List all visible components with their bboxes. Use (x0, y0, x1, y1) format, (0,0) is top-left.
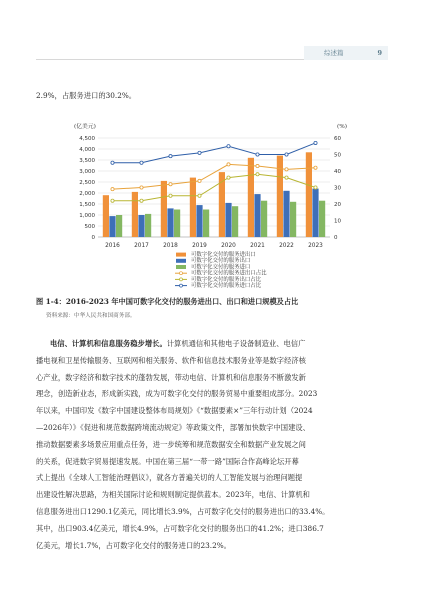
bar (138, 215, 144, 237)
line-point (314, 166, 317, 169)
line-point (198, 194, 201, 197)
left-tick-label: 0 (91, 235, 95, 241)
line-point (256, 173, 259, 176)
bar (103, 195, 109, 237)
left-tick-label: 1,500 (79, 202, 95, 208)
line-point (314, 186, 317, 189)
line-point (169, 183, 172, 186)
bar (219, 172, 225, 237)
legend-swatch (180, 272, 183, 275)
series-line (113, 174, 316, 200)
bar (203, 210, 209, 238)
body-line: 其中，出口903.4亿美元，增长4.9%，占可数字化交付的服务出口的41.2%；进口386.7 (36, 523, 324, 533)
x-tick-label: 2016 (105, 243, 120, 249)
line-point (169, 155, 172, 158)
bar (319, 201, 325, 237)
bar (283, 191, 289, 237)
left-tick-label: 2,500 (79, 180, 95, 186)
bar (161, 181, 167, 237)
series-line (113, 143, 316, 163)
x-tick-label: 2023 (308, 243, 323, 249)
line-point (227, 145, 230, 148)
left-tick-label: 1,000 (79, 213, 95, 219)
right-tick-label: 30 (334, 185, 341, 192)
line-point (227, 176, 230, 179)
legend-swatch (180, 278, 183, 281)
legend-label: 可数字化交付的服务进口占比 (191, 283, 262, 289)
x-tick-label: 2021 (250, 243, 265, 249)
line-point (111, 199, 114, 202)
line-point (140, 161, 143, 164)
bar (290, 202, 296, 237)
x-tick-label: 2020 (221, 243, 236, 249)
body-line: 出建设性解决思路，为相关国际讨论和规则制定提供蓝本。2023年，电信、计算机和 (36, 490, 310, 500)
body-line: 播电视和卫星传输服务、互联网和相关服务、软件和信息技术服务业等是数字经济核 (36, 355, 306, 365)
bar (109, 216, 115, 237)
body-lead-bold: 电信、计算机和信息服务稳步增长。 (50, 339, 167, 348)
body-line: 的关系，促进数字贸易提速发展。中国在第三届“一带一路”国际合作高峰论坛开幕 (36, 456, 299, 466)
x-tick-label: 2022 (279, 243, 294, 249)
bar (277, 156, 283, 237)
line-point (111, 188, 114, 191)
body-line: 亿美元，增长1.7%，占可数字化交付的服务进口的23.2%。 (36, 540, 231, 550)
body-paragraph (36, 336, 388, 554)
line-point (198, 179, 201, 182)
legend-label: 可数字化交付的服务进出口 (191, 252, 256, 258)
body-line: 理念，创造新业态，形成新实践，成为可数字化交付的服务贸易中重要组成部分。2023 (36, 389, 318, 399)
legend-swatch (176, 253, 186, 257)
bar (261, 201, 267, 237)
body-line: 年以来，中国印发《数字中国建设整体布局规划》《“数据要素×”三年行动计划（2024 (36, 406, 313, 416)
right-tick-label: 40 (334, 169, 341, 175)
line-point (227, 163, 230, 166)
body-line: 式上提出《全球人工智能治理倡议》，就各方普遍关切的人工智能发展与治理问题提 (36, 473, 303, 483)
bar (196, 205, 202, 237)
body-line: —2026年）》《促进和规范数据跨境流动规定》等政策文件，部署加快数字中国建设、 (36, 422, 310, 432)
left-tick-label: 3,500 (79, 158, 95, 164)
bar (132, 192, 138, 237)
line-point (314, 141, 317, 144)
line-point (140, 199, 143, 202)
bar (312, 189, 318, 237)
series-line (113, 164, 316, 189)
line-point (111, 161, 114, 164)
left-tick-label: 4,000 (79, 147, 95, 153)
left-tick-label: 2,000 (79, 191, 95, 197)
bar (190, 178, 196, 237)
bar (248, 158, 254, 237)
legend-swatch (180, 284, 183, 287)
figure-caption: 图 1-4：2016-2023 年中国可数字化交付的服务进出口、出口和进口规模及占比 (36, 297, 299, 306)
right-tick-label: 60 (334, 136, 341, 142)
bar (145, 214, 151, 237)
line-point (256, 153, 259, 156)
left-tick-label: 3,000 (79, 169, 95, 175)
legend-swatch (176, 265, 186, 269)
right-tick-label: 20 (334, 202, 341, 208)
bar (167, 208, 173, 237)
legend-label: 可数字化交付的服务出口 (191, 258, 251, 265)
x-tick-label: 2017 (134, 243, 149, 249)
body-line-0-text: 计算机通信和其他电子设备制造业、电信广 (166, 339, 306, 348)
line-point (140, 186, 143, 189)
left-tick-label: 500 (84, 224, 95, 230)
body-line: 信息服务进出口1290.1亿美元，同比增长3.9%，占可数字化交付的服务进出口的33.4%。 (36, 506, 330, 516)
legend-label: 可数字化交付的服务进出口占比 (191, 270, 267, 277)
bar (306, 152, 312, 237)
line-point (256, 164, 259, 167)
lead-paragraph: 2.9%，占服务进口的30.2%。 (36, 91, 137, 100)
x-tick-label: 2019 (192, 243, 207, 249)
legend-label: 可数字化交付的服务进口 (191, 264, 251, 271)
right-tick-label: 50 (334, 152, 341, 159)
body-line-0 (36, 336, 388, 353)
line-point (169, 194, 172, 197)
bar (254, 194, 260, 237)
right-tick-label: 10 (334, 218, 341, 225)
section-title: 综述篇 (324, 49, 344, 57)
left-tick-label: 4,500 (79, 136, 95, 142)
left-axis-label: (亿美元) (74, 124, 96, 130)
bar (174, 210, 180, 238)
bar (225, 203, 231, 237)
x-tick-label: 2018 (163, 243, 178, 249)
bar (232, 206, 238, 237)
body-line: 推动数据要素多场景应用重点任务，进一步统筹和规范数据安全和数据产业发展之间 (36, 439, 306, 449)
line-point (285, 176, 288, 179)
legend-swatch (176, 259, 186, 263)
figure-source: 资料来源：中华人民共和国商务部。 (46, 313, 136, 319)
bar (116, 215, 122, 237)
body-line: 心产业，数字经济和数字技术的蓬勃发展，带动电信、计算机和信息服务不断激发新 (36, 372, 306, 382)
line-point (285, 168, 288, 171)
legend-label: 可数字化交付的服务出口占比 (191, 276, 262, 283)
line-point (285, 153, 288, 156)
page-number: 9 (377, 49, 382, 57)
running-header (304, 46, 388, 60)
right-tick-label: 0 (334, 235, 338, 241)
line-point (198, 151, 201, 154)
right-axis-label: (%) (337, 124, 348, 130)
